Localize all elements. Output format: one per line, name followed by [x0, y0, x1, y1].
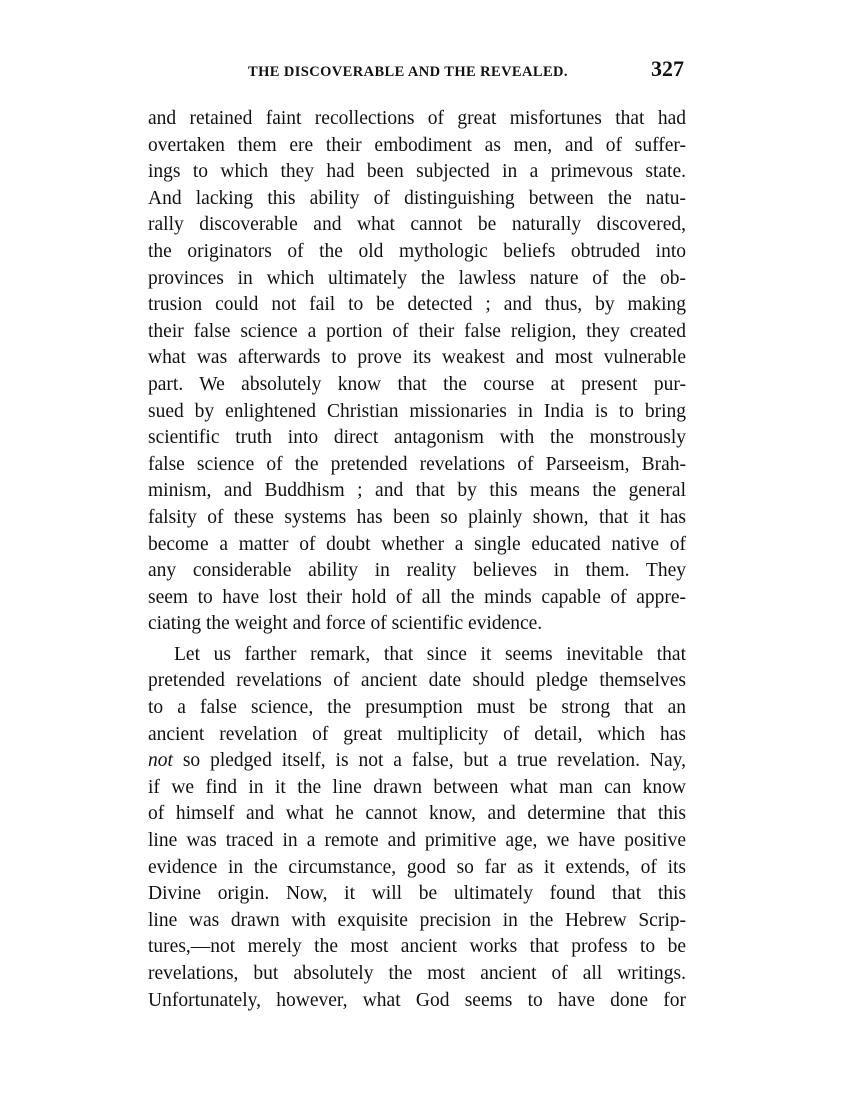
paragraph-2 — [148, 642, 686, 1014]
body-text — [148, 106, 686, 1014]
text-line: to a false science, the presumption must be strong that an — [148, 697, 686, 719]
text-line: line was traced in a remote and primitive age, we have positive — [148, 830, 686, 852]
text-line: rally discoverable and what cannot be naturally discovered, — [148, 214, 686, 236]
text-line: ciating the weight and force of scientific evidence. — [148, 613, 543, 635]
running-title: THE DISCOVERABLE AND THE REVEALED. — [248, 64, 568, 80]
text-line: their false science a portion of their false religion, they created — [148, 320, 686, 342]
text-line: ings to which they had been subjected in a primevous state. — [148, 161, 686, 183]
text-line: seem to have lost their hold of all the minds capable of appre- — [148, 586, 686, 608]
text-line: of himself and what he cannot know, and determine that this — [148, 803, 686, 825]
text-line: trusion could not fail to be detected ; and thus, by making — [148, 294, 686, 316]
text-line: false science of the pretended revelations of Parseeism, Brah- — [148, 453, 686, 475]
text-line: part. We absolutely know that the course at present pur- — [148, 373, 686, 395]
text-line: Divine origin. Now, it will be ultimately found that this — [148, 883, 686, 905]
text-line: And lacking this ability of distinguishing between the natu- — [148, 187, 686, 209]
text-line: tures,—not merely the most ancient works that profess to be — [148, 936, 686, 958]
text-line: overtaken them ere their embodiment as men, and of suffer- — [148, 134, 686, 156]
text-line: sued by enlightened Christian missionaries in India is to bring — [148, 400, 686, 422]
text-line: pretended revelations of ancient date should pledge themselves — [148, 670, 686, 692]
text-line: and retained faint recollections of great misfortunes that had — [148, 108, 686, 129]
text-line: revelations, but absolutely the most ancient of all writings. — [148, 963, 686, 984]
text-line: ancient revelation of great multiplicity of detail, which has — [148, 723, 686, 745]
text-line: what was afterwards to prove its weakest and most vulnerable — [148, 347, 686, 369]
text-line: any considerable ability in reality believes in them. They — [148, 560, 686, 582]
text-line: Let us farther remark, that since it seems inevitable that — [174, 643, 686, 665]
italic-word: not — [148, 750, 173, 772]
page-number: 327 — [651, 56, 684, 81]
text-line: minism, and Buddhism ; and that by this means the general — [148, 480, 686, 502]
text-line: falsity of these systems has been so plainly shown, that it has — [148, 506, 686, 528]
text-line-with-italic — [148, 748, 686, 775]
text-line: if we find in it the line drawn between what man can know — [148, 776, 686, 798]
text-line: evidence in the circumstance, good so far as it extends, of its — [148, 856, 686, 878]
text-line: line was drawn with exquisite precision in the Hebrew Scrip- — [148, 909, 686, 931]
text-line: Unfortunately, however, what God seems to have done for — [148, 989, 686, 1011]
text-line: scientific truth into direct antagonism with the monstrously — [148, 427, 686, 449]
text-line-rest: so pledged itself, is not a false, but a true revelation. Nay, — [182, 750, 686, 772]
text-line: become a matter of doubt whether a single educated native of — [148, 533, 686, 555]
text-line: provinces in which ultimately the lawless nature of the ob- — [148, 267, 686, 289]
paragraph-1 — [148, 106, 686, 638]
text-line: the originators of the old mythologic beliefs obtruded into — [148, 240, 686, 262]
page-header — [148, 56, 686, 88]
